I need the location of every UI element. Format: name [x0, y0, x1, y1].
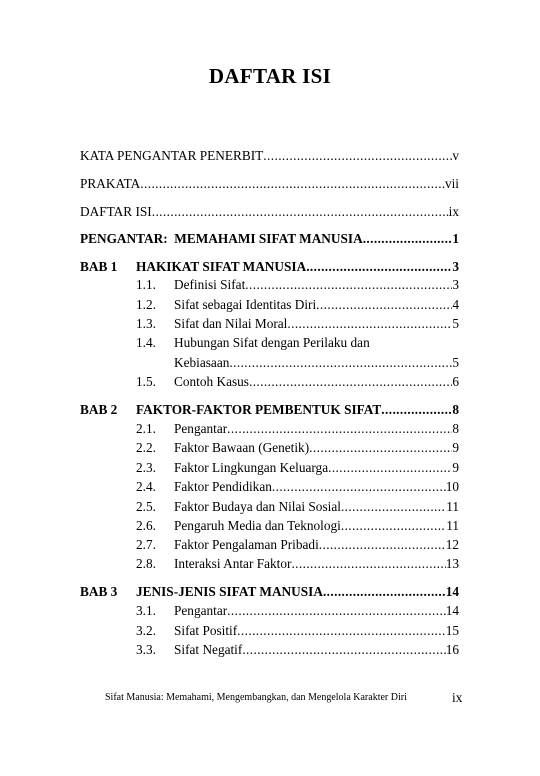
chapter-number: BAB 3: [80, 584, 118, 599]
toc-subentry[interactable]: [80, 555, 459, 573]
toc-page: 8: [452, 402, 459, 417]
toc-entry-prakata[interactable]: [80, 175, 459, 193]
dot-leader: [242, 641, 445, 659]
section-number: 2.1.: [136, 421, 156, 436]
toc-subentry[interactable]: [80, 439, 459, 457]
section-number: 2.4.: [136, 479, 156, 494]
toc-page: 16: [445, 642, 459, 657]
toc-label: KATA PENGANTAR PENERBIT: [80, 148, 264, 163]
dot-leader: [287, 315, 452, 333]
toc-label: Pengantar: [174, 421, 228, 436]
chapter-number: BAB 1: [80, 259, 118, 274]
toc-subentry[interactable]: [80, 459, 459, 477]
footer-page-number: ix: [452, 690, 463, 705]
section-number: 1.4.: [136, 335, 156, 350]
toc-label: Sifat sebagai Identitas Diri: [174, 297, 317, 312]
toc-label: PENGANTAR: MEMAHAMI SIFAT MANUSIA: [80, 231, 363, 246]
dot-leader: [140, 175, 445, 193]
toc-label: Sifat Negatif: [174, 642, 243, 657]
toc-subentry[interactable]: [80, 641, 459, 659]
dot-leader: [272, 478, 446, 496]
dot-leader: [229, 354, 452, 372]
section-number: 3.3.: [136, 642, 156, 657]
toc-label: Pengantar: [174, 603, 228, 618]
toc-subentry[interactable]: [80, 334, 459, 352]
toc-page: 6: [452, 374, 459, 389]
toc-label: Hubungan Sifat dengan Perilaku dan: [174, 335, 370, 350]
toc-label: Interaksi Antar Faktor: [174, 556, 292, 571]
toc-entry-pengantar[interactable]: [80, 230, 459, 248]
toc-page: vii: [444, 176, 459, 191]
dot-leader: [227, 602, 446, 620]
toc-label: Faktor Bawaan (Genetik): [174, 440, 310, 455]
toc-page: 3: [452, 259, 459, 274]
page-footer: [0, 690, 540, 708]
toc-label: Pengaruh Media dan Teknologi: [174, 518, 341, 533]
toc-subentry[interactable]: [80, 536, 459, 554]
toc-page: 5: [452, 316, 459, 331]
toc-subentry[interactable]: [80, 420, 459, 438]
footer-book-title: Sifat Manusia: Memahami, Mengembangkan, dan Mengelola Karakter Diri: [105, 692, 407, 703]
dot-leader: [263, 147, 452, 165]
dot-leader: [341, 517, 446, 535]
toc-page: ix: [448, 204, 459, 219]
dot-leader: [323, 583, 446, 601]
dot-leader: [319, 536, 446, 554]
toc-page: 8: [452, 421, 459, 436]
toc-chapter-bab1[interactable]: [80, 258, 459, 276]
dot-leader: [341, 498, 446, 516]
toc-subentry[interactable]: [80, 276, 459, 294]
toc-page: 10: [445, 479, 459, 494]
toc-label: PRAKATA: [80, 176, 141, 191]
toc-subentry[interactable]: [80, 478, 459, 496]
section-number: 1.2.: [136, 297, 156, 312]
toc-chapter-bab3[interactable]: [80, 583, 459, 601]
toc-page: 4: [452, 297, 459, 312]
section-number: 2.8.: [136, 556, 156, 571]
toc-label: Definisi Sifat: [174, 277, 246, 292]
toc-page: 14: [445, 603, 459, 618]
dot-leader: [245, 276, 452, 294]
section-number: 2.5.: [136, 499, 156, 514]
section-number: 1.5.: [136, 374, 156, 389]
toc-subentry[interactable]: [80, 498, 459, 516]
dot-leader: [249, 373, 452, 391]
toc-page: 1: [452, 231, 459, 246]
dot-leader: [291, 555, 445, 573]
dot-leader: [309, 439, 452, 457]
toc-chapter-bab2[interactable]: [80, 401, 459, 419]
dot-leader: [363, 230, 453, 248]
page-title: DAFTAR ISI: [208, 64, 332, 88]
toc-subentry[interactable]: [80, 296, 459, 314]
chapter-title: FAKTOR-FAKTOR PEMBENTUK SIFAT: [136, 402, 382, 417]
toc-label: Faktor Pengalaman Pribadi: [174, 537, 319, 552]
toc-label: Faktor Lingkungan Keluarga: [174, 460, 329, 475]
chapter-title: JENIS-JENIS SIFAT MANUSIA: [136, 584, 323, 599]
section-number: 1.1.: [136, 277, 156, 292]
section-number: 2.2.: [136, 440, 156, 455]
toc-label: DAFTAR ISI: [80, 204, 152, 219]
section-number: 1.3.: [136, 316, 156, 331]
dot-leader: [227, 420, 452, 438]
dot-leader: [306, 258, 452, 276]
toc-page: 14: [445, 584, 459, 599]
section-number: 2.6.: [136, 518, 156, 533]
dot-leader: [328, 459, 452, 477]
toc-label: Sifat dan Nilai Moral: [174, 316, 288, 331]
dot-leader: [316, 296, 452, 314]
toc-label: Sifat Positif: [174, 623, 238, 638]
toc-label: Contoh Kasus: [174, 374, 249, 389]
dot-leader: [381, 401, 452, 419]
toc-label: Faktor Pendidikan: [174, 479, 272, 494]
dot-leader: [237, 622, 446, 640]
toc-subentry[interactable]: [80, 602, 459, 620]
toc-entry-kata-pengantar[interactable]: [80, 147, 459, 165]
toc-entry-daftar-isi[interactable]: [80, 203, 459, 221]
toc-page: 9: [452, 440, 459, 455]
section-number: 3.2.: [136, 623, 156, 638]
section-number: 2.7.: [136, 537, 156, 552]
toc-page: 12: [445, 537, 459, 552]
toc-subentry[interactable]: [80, 622, 459, 640]
section-number: 3.1.: [136, 603, 156, 618]
toc-page: 5: [452, 355, 459, 370]
toc-page: 15: [445, 623, 459, 638]
chapter-number: BAB 2: [80, 402, 118, 417]
toc-subentry[interactable]: [80, 315, 459, 333]
toc-subentry[interactable]: [80, 373, 459, 391]
toc-page: 11: [446, 499, 459, 514]
section-number: 2.3.: [136, 460, 156, 475]
toc-page: 9: [452, 460, 459, 475]
toc-page: 3: [452, 277, 459, 292]
chapter-title: HAKIKAT SIFAT MANUSIA: [136, 259, 307, 274]
toc-subentry[interactable]: [80, 517, 459, 535]
toc-label: Faktor Budaya dan Nilai Sosial: [174, 499, 341, 514]
toc-page: v: [452, 148, 459, 163]
dot-leader: [152, 203, 449, 221]
toc-subentry-continuation[interactable]: [174, 354, 459, 372]
toc-page: 11: [446, 518, 459, 533]
toc-label: Kebiasaan: [174, 355, 230, 370]
toc-page: 13: [445, 556, 459, 571]
